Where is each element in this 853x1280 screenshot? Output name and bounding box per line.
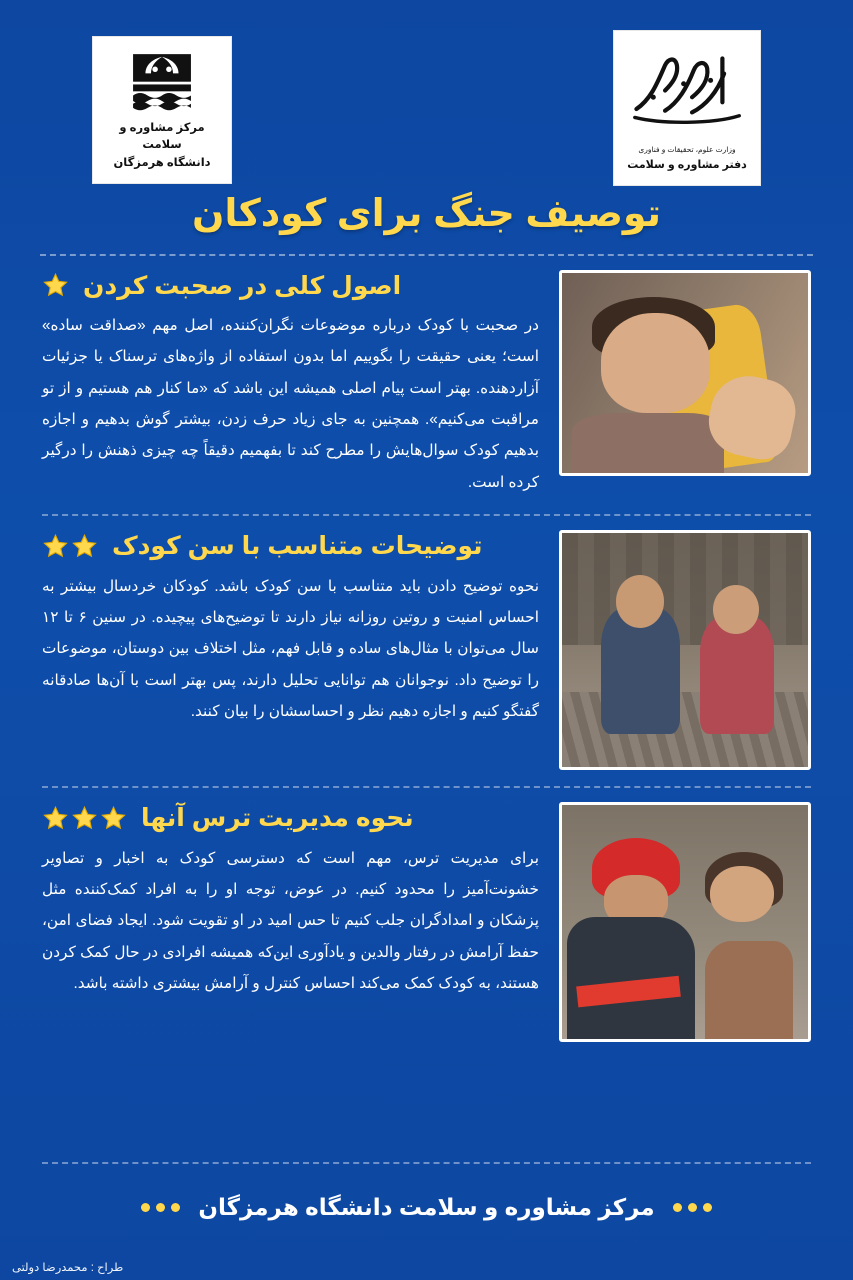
designer-credit: طراح : محمدرضا دولتی [12,1262,124,1274]
section-age-appropriate [0,516,853,780]
book-waves-icon [126,50,198,112]
star-icon [42,533,69,560]
section-3-stars [42,805,127,832]
dots-left-icon [673,1203,712,1212]
star-icon [42,805,69,832]
section-fear-management [0,788,853,1052]
section-3-text: برای مدیریت ترس، مهم است که دسترسی کودک به اخبار و تصاویر خشونت‌آمیز را محدود کنیم. در عوض، توجه او را به افراد کمک‌کننده مثل پزشکان و امدادگران جلب کنیم تا حس امید در او تقویت شود. ایجاد فضای امن، حفظ آرامش در رفتار والدین و یادآوری این‌که همیشه افرادی در حال کمک کردن هستند، به کودک کمک می‌کند احساس کنترل و آرامش بیشتری داشته باشد. [42,849,539,993]
star-icon [71,805,98,832]
section-1-header [42,270,539,303]
section-general-principles [0,256,853,509]
section-1-heading: اصول کلی در صحبت کردن [83,271,402,300]
section-2-stars [42,533,98,560]
logo-left-line2: دانشگاه هرمزگان [113,156,211,169]
section-2-text: نحوه توضیح دادن باید متناسب با سن کودک باشد. کودکان خردسال بیشتر به احساس امنیت و روتین روزانه نیاز دارند تا توضیح‌های پیچیده. در سنین ۶ تا ۱۲ سال می‌توان با مثال‌های ساده و قابل فهم، مثل اختلاف بین دوستان، موضوعات را توضیح داد. نوجوانان هم توانایی تحلیل دارند، پس بهتر است با آن‌ها صادقانه گفتگو کنیم و اجازه دهیم نظر و احساسشان را بیان کنند. [42,577,539,721]
poster-header [0,0,853,196]
footer-text: مرکز مشاوره و سلامت دانشگاه هرمزگان [198,1193,655,1220]
dots-right-icon [141,1203,180,1212]
rescuer-with-girl-photo [559,802,811,1042]
title-block [0,192,853,256]
ministry-of-science-logo [613,30,761,186]
poster-footer [0,1162,853,1280]
child-comforted-photo [559,270,811,476]
star-icon [71,533,98,560]
section-1-text: در صحبت با کودک درباره موضوعات نگران‌کننده، اصل مهم «صداقت ساده» است؛ یعنی حقیقت را بگوییم اما بدون استفاده از واژه‌های ترسناک یا جزئیات آزاردهنده. بهتر است پیام اصلی همیشه این باشد که «ما کنار هم هستیم و از تو مراقبت می‌کنیم». همچنین به جای زیاد حرف زدن، بیشتر گوش بدهیم و اجازه بدهیم کودک سوال‌هایش را مطرح کند تا بفهمیم دقیقاً چه چیزی ذهنش را درگیر کرده است. [42,317,539,491]
sections-container [0,256,853,1162]
page-title: توصیف جنگ برای کودکان [191,193,662,235]
section-2-header [42,530,539,563]
logo-right-line2: دفتر مشاوره و سلامت [627,159,747,172]
star-icon [100,805,127,832]
calligraphy-emblem-icon [628,45,746,141]
star-icon [42,272,69,299]
section-3-header [42,802,539,835]
section-2-heading: توضیحات متناسب با سن کودک [112,532,483,561]
two-children-in-rubble-photo [559,530,811,770]
logo-left-line1: مرکز مشاوره و سلامت [119,122,205,152]
hormozgan-counseling-logo [92,36,232,184]
logo-right-line1: وزارت علوم، تحقیقات و فناوری [638,144,736,154]
section-3-heading: نحوه مدیریت ترس آنها [141,804,414,833]
section-1-stars [42,272,69,299]
